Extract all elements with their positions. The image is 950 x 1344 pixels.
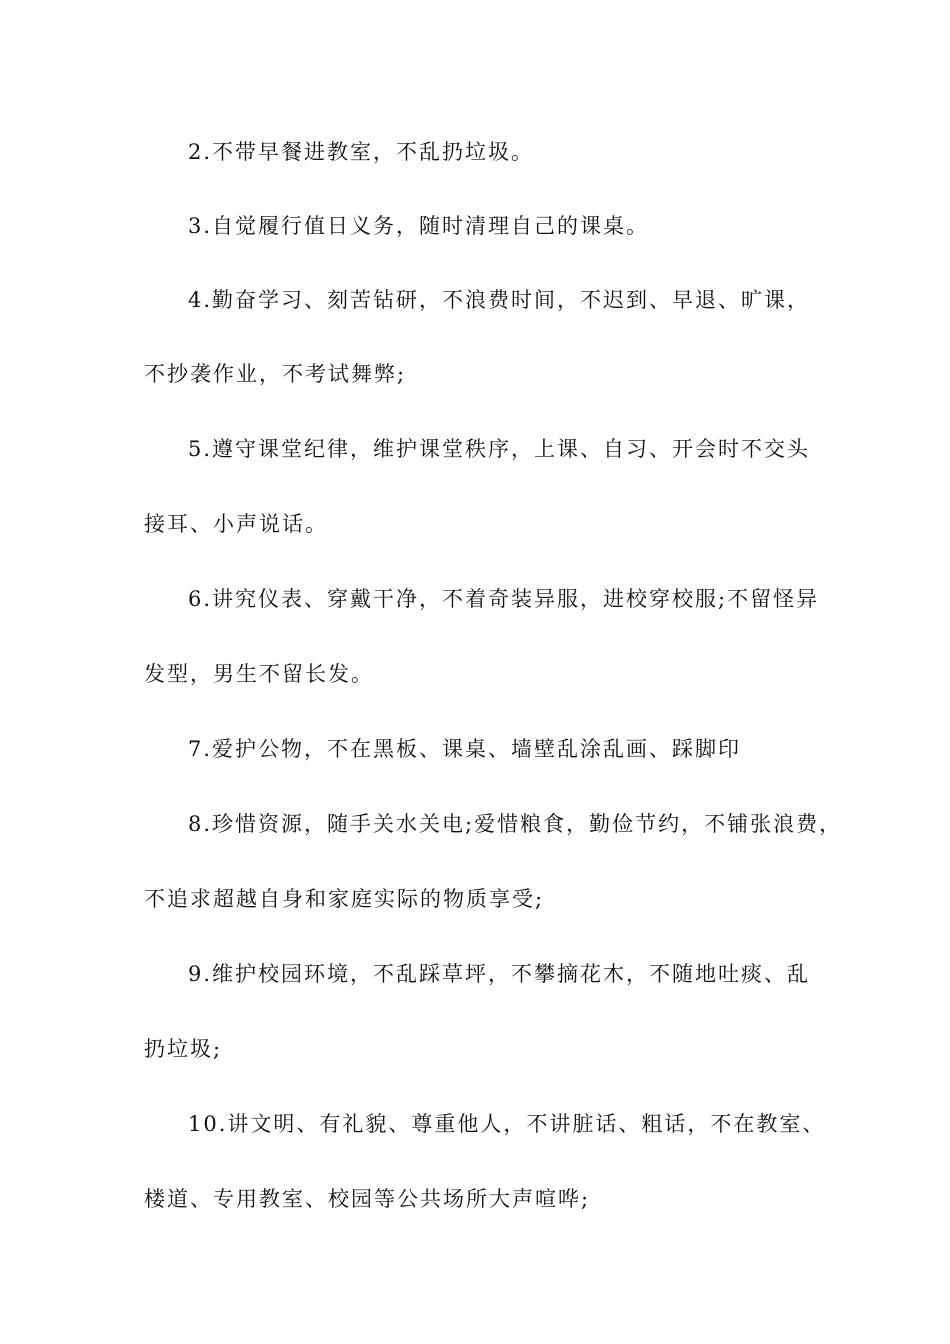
rule-3-line: 3.自觉履行值日义务，随时清理自己的课桌。 (188, 214, 650, 238)
rule-8-line-2: 不追求超越自身和家庭实际的物质享受; (144, 887, 545, 911)
rule-9-line-2: 扔垃圾; (144, 1037, 223, 1061)
rule-4-line-1: 4.勤奋学习、刻苦钻研，不浪费时间，不迟到、早退、旷课， (188, 288, 811, 312)
rule-4-line-2: 不抄袭作业，不考试舞弊; (144, 362, 407, 386)
rule-9-line-1: 9.维护校园环境，不乱踩草坪，不攀摘花木，不随地吐痰、乱 (188, 962, 811, 986)
rule-2-line: 2.不带早餐进教室，不乱扔垃圾。 (188, 140, 535, 164)
rule-5-line-2: 接耳、小声说话。 (144, 512, 328, 536)
rule-7-line: 7.爱护公物，不在黑板、课桌、墙壁乱涂乱画、踩脚印 (188, 737, 742, 761)
rule-8-line-1: 8.珍惜资源，随手关水关电;爱惜粮食，勤俭节约，不铺张浪费， (188, 812, 843, 836)
rule-6-line-1: 6.讲究仪表、穿戴干净，不着奇装异服，进校穿校服;不留怪异 (188, 587, 820, 611)
rule-5-line-1: 5.遵守课堂纪律，维护课堂秩序，上课、自习、开会时不交头 (188, 437, 811, 461)
rule-10-line-1: 10.讲文明、有礼貌、尊重他人，不讲脏话、粗话，不在教室、 (188, 1112, 826, 1136)
rule-6-line-2: 发型，男生不留长发。 (144, 662, 374, 686)
rule-10-line-2: 楼道、专用教室、校园等公共场所大声喧哗; (144, 1187, 591, 1211)
